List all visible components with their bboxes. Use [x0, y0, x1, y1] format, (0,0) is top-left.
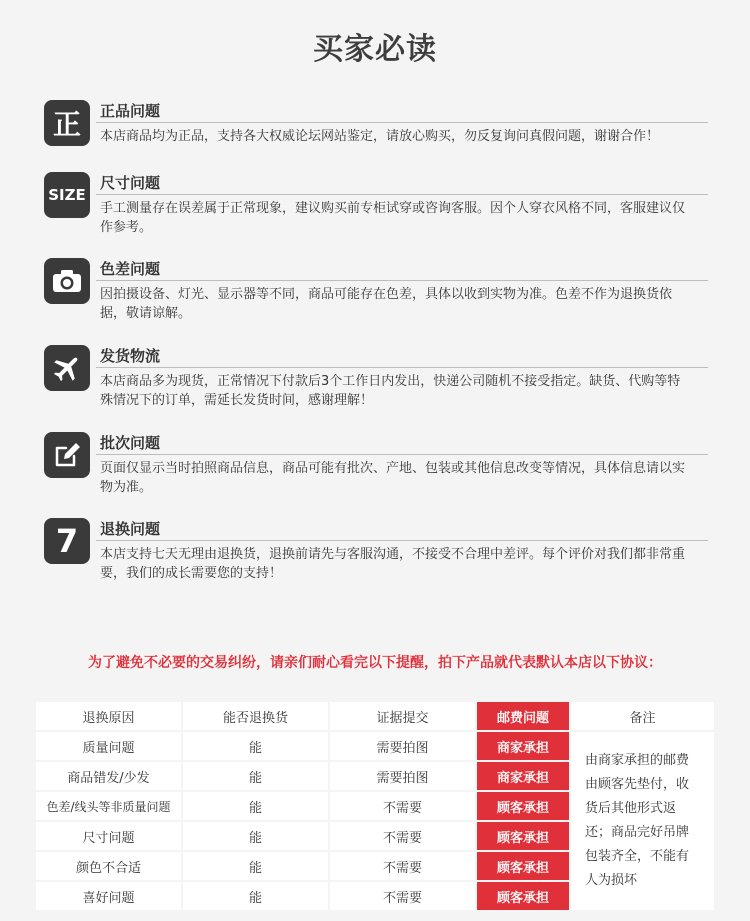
- table-header: 能否退换货: [183, 702, 328, 730]
- section-heading: 退换问题: [100, 520, 161, 538]
- table-cell: 顾客承担: [477, 882, 569, 910]
- table-cell: 能: [183, 882, 328, 910]
- table-cell: 能: [183, 732, 328, 760]
- divider: [96, 540, 708, 541]
- table-cell: 色差/线头等非质量问题: [36, 792, 181, 820]
- table-cell: 需要拍图: [330, 762, 475, 790]
- table-cell: 能: [183, 792, 328, 820]
- section-heading: 发货物流: [100, 347, 161, 365]
- remark-cell: 由商家承担的邮费由顾客先垫付，收货后其他形式返还；商品完好吊牌包装齐全，不能有人为损坏: [571, 732, 714, 910]
- edit-icon: [44, 432, 90, 478]
- table-cell: 商品错发/少发: [36, 762, 181, 790]
- table-header: 备注: [571, 702, 714, 730]
- table-cell: 尺寸问题: [36, 822, 181, 850]
- table-cell: 需要拍图: [330, 732, 475, 760]
- section-body: 手工测量存在误差属于正常现象，建议购买前专柜试穿或咨询客服。因个人穿衣风格不同，客服建议仅作参考。: [100, 201, 686, 235]
- section-heading: 尺寸问题: [100, 174, 161, 192]
- return-policy-table: [34, 700, 716, 912]
- section-body: 本店支持七天无理由退换货，退换前请先与客服沟通，不接受不合理中差评。每个评价对我们都非常重要，我们的成长需要您的支持！: [100, 547, 686, 581]
- section-body: 页面仅显示当时拍照商品信息，商品可能有批次、产地、包装或其他信息改变等情况，具体信息请以实物为准。: [100, 461, 686, 495]
- section-body: 本店商品均为正品，支持各大权威论坛网站鉴定，请放心购买，勿反复询问真假问题，谢谢合作！: [100, 129, 660, 144]
- table-cell: 喜好问题: [36, 882, 181, 910]
- table-cell: 能: [183, 822, 328, 850]
- table-cell: 能: [183, 852, 328, 880]
- table-header: 邮费问题: [477, 702, 569, 730]
- table-header: 证据提交: [330, 702, 475, 730]
- table-cell: 不需要: [330, 852, 475, 880]
- zheng-icon: 正: [44, 100, 90, 146]
- table-cell: 不需要: [330, 822, 475, 850]
- table-header-row: [36, 702, 714, 730]
- section-body: 本店商品多为现货，正常情况下付款后3个工作日内发出，快递公司随机不接受指定。缺货、代购等特殊情况下的订单，需延长发货时间，感谢理解！: [100, 374, 681, 408]
- divider: [96, 122, 708, 123]
- airplane-icon: [44, 345, 90, 391]
- camera-icon: [44, 258, 90, 304]
- table-cell: 商家承担: [477, 732, 569, 760]
- seven-icon: 7: [44, 518, 90, 564]
- table-header: 退换原因: [36, 702, 181, 730]
- table-cell: 顾客承担: [477, 822, 569, 850]
- table-cell: 顾客承担: [477, 852, 569, 880]
- table-cell: 不需要: [330, 792, 475, 820]
- table-cell: 质量问题: [36, 732, 181, 760]
- section-heading: 色差问题: [100, 260, 161, 278]
- size-icon: SIZE: [44, 172, 90, 218]
- section-heading: 批次问题: [100, 434, 161, 452]
- table-cell: 商家承担: [477, 762, 569, 790]
- table-row: [36, 732, 714, 760]
- divider: [96, 454, 708, 455]
- table-cell: 能: [183, 762, 328, 790]
- section-heading: 正品问题: [100, 102, 161, 120]
- section-body: 因拍摄设备、灯光、显示器等不同，商品可能存在色差，具体以收到实物为准。色差不作为退换货依据，敬请谅解。: [100, 287, 673, 321]
- divider: [96, 280, 708, 281]
- table-cell: 顾客承担: [477, 792, 569, 820]
- table-cell: 颜色不合适: [36, 852, 181, 880]
- table-cell: 不需要: [330, 882, 475, 910]
- divider: [96, 194, 708, 195]
- agreement-notice: 为了避免不必要的交易纠纷，请亲们耐心看完以下提醒，拍下产品就代表默认本店以下协议：: [88, 655, 662, 671]
- page-title: 买家必读: [313, 32, 437, 67]
- divider: [96, 367, 708, 368]
